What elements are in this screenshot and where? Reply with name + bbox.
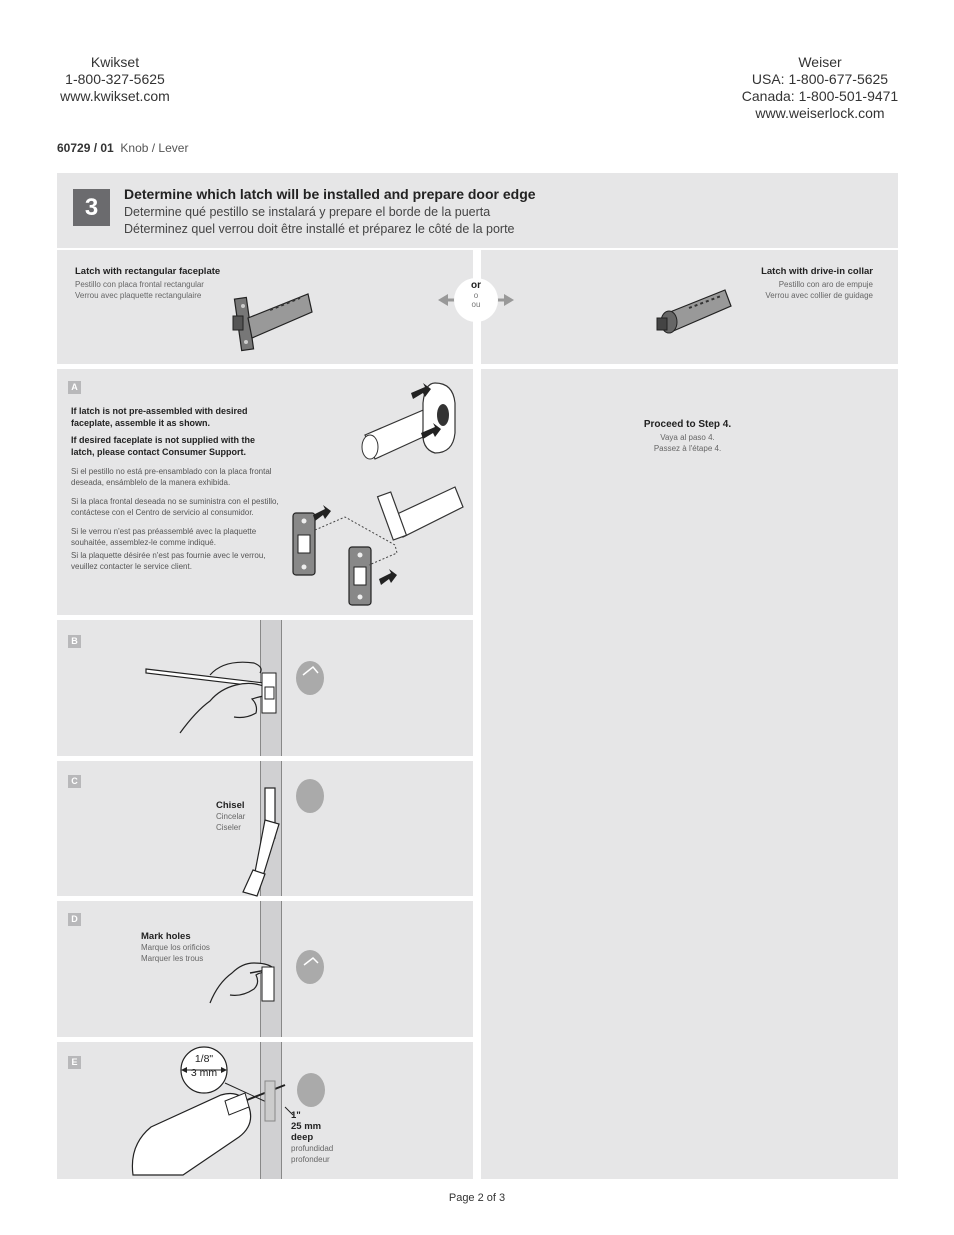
chisel-es: Cincelar bbox=[216, 812, 246, 821]
section-e-letter: E bbox=[68, 1056, 81, 1069]
weiser-phone-usa: USA: 1-800-677-5625 bbox=[751, 71, 889, 87]
drill-size-in: 1/8" bbox=[194, 1053, 214, 1065]
drive-in-latch-icon bbox=[655, 282, 740, 342]
kwikset-contact bbox=[40, 54, 190, 105]
section-b-letter: B bbox=[68, 635, 81, 648]
section-a-text bbox=[71, 405, 281, 572]
depth-fr: profondeur bbox=[291, 1155, 330, 1164]
proceed-fr: Passez à l'étape 4. bbox=[653, 444, 722, 453]
depth-mm: 25 mm bbox=[291, 1121, 322, 1132]
or-en: or bbox=[471, 280, 481, 291]
weiser-brand: Weiser bbox=[798, 54, 842, 70]
document-id bbox=[57, 141, 188, 155]
kwikset-url[interactable]: www.kwikset.com bbox=[60, 88, 170, 104]
proceed-panel bbox=[481, 369, 898, 1179]
latch-left-en: Latch with rectangular faceplate bbox=[75, 266, 221, 277]
section-d-letter: D bbox=[68, 913, 81, 926]
proceed-es: Vaya al paso 4. bbox=[660, 433, 715, 442]
weiser-url[interactable]: www.weiserlock.com bbox=[755, 105, 885, 121]
chisel-illustration bbox=[235, 780, 335, 900]
section-a-fr1: Si le verrou n'est pas préassemblé avec la plaquette souhaitée, assemblez-le comme indiqué. bbox=[71, 527, 257, 547]
section-a-es1: Si el pestillo no está pre-ensamblado con la placa frontal deseada, ensámblelo de la manera exhibida. bbox=[71, 467, 272, 487]
step-number-badge: 3 bbox=[73, 189, 110, 226]
latch-left-fr: Verrou avec plaquette rectangulaire bbox=[75, 291, 202, 300]
step-title-fr: Déterminez quel verrou doit être installé et préparez le côté de la porte bbox=[124, 222, 515, 236]
section-c-letter: C bbox=[68, 775, 81, 788]
chisel-fr: Ciseler bbox=[216, 823, 241, 832]
proceed-en: Proceed to Step 4. bbox=[643, 419, 732, 430]
doc-type: Knob / Lever bbox=[120, 141, 189, 155]
latch-right-es: Pestillo con aro de empuje bbox=[778, 280, 873, 289]
doc-number: 60729 / 01 bbox=[57, 141, 114, 155]
section-a-fr2: Si la plaquette désirée n'est pas fournie avec le verrou, veuillez contacter le service client. bbox=[71, 551, 266, 571]
mark-holes-fr: Marquer les trous bbox=[141, 954, 204, 963]
proceed-text bbox=[600, 419, 775, 454]
page-number: Page 2 of 3 bbox=[448, 1192, 506, 1204]
door-edge-gap-3 bbox=[260, 1037, 282, 1042]
mark-holes-es: Marque los orificios bbox=[141, 943, 210, 952]
latch-right-fr: Verrou avec collier de guidage bbox=[765, 291, 873, 300]
depth-label bbox=[291, 1110, 333, 1165]
step-title-es: Determine qué pestillo se instalará y prepare el borde de la puerta bbox=[124, 205, 491, 219]
weiser-contact bbox=[730, 54, 910, 122]
section-a-bold1: If latch is not pre-assembled with desired faceplate, assemble it as shown. bbox=[71, 406, 248, 428]
pencil-marking-illustration bbox=[140, 645, 340, 745]
section-a-bold2: If desired faceplate is not supplied with the latch, please contact Consumer Support. bbox=[71, 435, 256, 457]
drill-size-mm: 3 mm bbox=[190, 1067, 218, 1079]
latch-left-es: Pestillo con placa frontal rectangular bbox=[75, 280, 204, 289]
door-edge-gap-1 bbox=[260, 756, 282, 761]
depth-es: profundidad bbox=[291, 1144, 334, 1153]
or-es: o bbox=[473, 291, 479, 300]
mark-holes-illustration bbox=[200, 945, 340, 1015]
section-a-letter: A bbox=[68, 381, 81, 394]
depth-in: 1" bbox=[291, 1110, 301, 1121]
faceplate-assembly-illustration bbox=[285, 375, 470, 610]
step-title-en: Determine which latch will be installed and prepare door edge bbox=[124, 186, 536, 202]
latch-right-en: Latch with drive-in collar bbox=[761, 266, 873, 277]
kwikset-phone: 1-800-327-5625 bbox=[65, 71, 165, 87]
or-fr: ou bbox=[471, 300, 481, 309]
or-badge bbox=[456, 280, 496, 309]
kwikset-brand: Kwikset bbox=[90, 54, 140, 70]
chisel-en: Chisel bbox=[216, 800, 245, 811]
mark-holes-en: Mark holes bbox=[141, 931, 191, 942]
depth-en: deep bbox=[291, 1132, 314, 1143]
drill-bit-size bbox=[185, 1053, 223, 1079]
rectangular-latch-icon bbox=[230, 280, 330, 355]
weiser-phone-canada: Canada: 1-800-501-9471 bbox=[741, 88, 899, 104]
section-a-es2: Si la placa frontal deseada no se suministra con el pestillo, contáctese con el Centro de servicio al consumidor. bbox=[71, 497, 279, 517]
